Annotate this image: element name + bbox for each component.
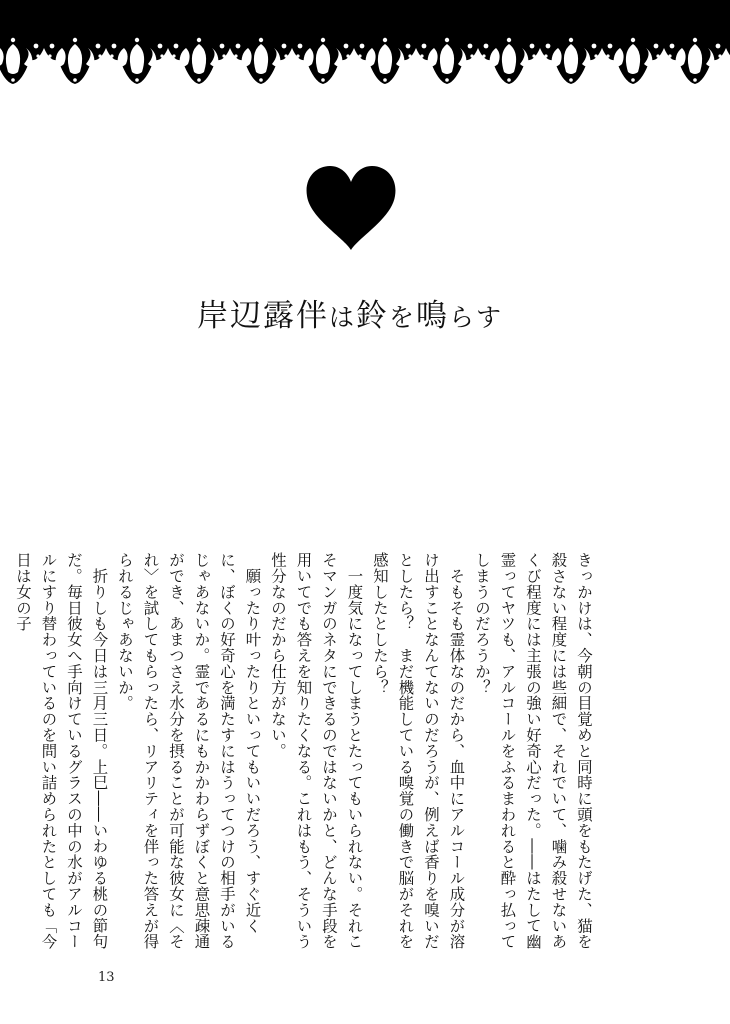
title-part: 岸辺露伴: [196, 298, 329, 334]
paragraph: そもそも霊体なのだから、血中にアルコール成分が溶け出すことなんてないのだろうが、例えば香りを嗅いだとしたら？ まだ機能している嗅覚の働きで脳がそれを感知したとしたら？: [371, 552, 466, 950]
title-part: 鳴: [416, 298, 449, 334]
paragraph: 願ったり叶ったりといってもいいだろう、すぐ近くに、ぼくの好奇心を満たすにはうってつけの相手がいるじゃあないか。霊であるにもかかわらずぼくと意思疎通ができ、あまつさえ水分を摂ることが可能な彼女に〈それ〉を試してもらったら、リアリティを伴った答えが得られるじゃあないか。: [116, 552, 262, 950]
title-part: を: [388, 303, 416, 332]
paragraph: 折りしも今日は三月三日。上巳――いわゆる桃の節句だ。毎日彼女へ手向けているグラスの中の水がアルコールにすり替わっているのを問い詰められたとしても「今日は女の子: [14, 552, 109, 950]
lace-border: [0, 0, 730, 96]
heart-icon: [304, 166, 398, 250]
paragraph: 一度気になってしまうとたってもいられない。それこそマンガのネタにできるのではないかと、どんな手段を用いてでも答えを知りたくなる。これはもう、そういう性分なのだから仕方がない。: [269, 552, 364, 950]
paragraph: きっかけは、今朝の目覚めと同時に頭をもたげた、猫を殺さない程度には些細で、それでいて、噛み殺せないあくび程度には主張の強い好奇心だった。――はたして幽霊ってヤツも、アルコールをふるまわれると酔っ払ってしまうのだろうか？: [473, 552, 593, 950]
title-part: は: [328, 303, 356, 332]
body-text: [14, 552, 596, 952]
title-part: 鈴: [355, 298, 389, 334]
chapter-title: [150, 290, 550, 335]
title-part: らす: [449, 303, 504, 332]
page-number: 13: [98, 970, 115, 985]
